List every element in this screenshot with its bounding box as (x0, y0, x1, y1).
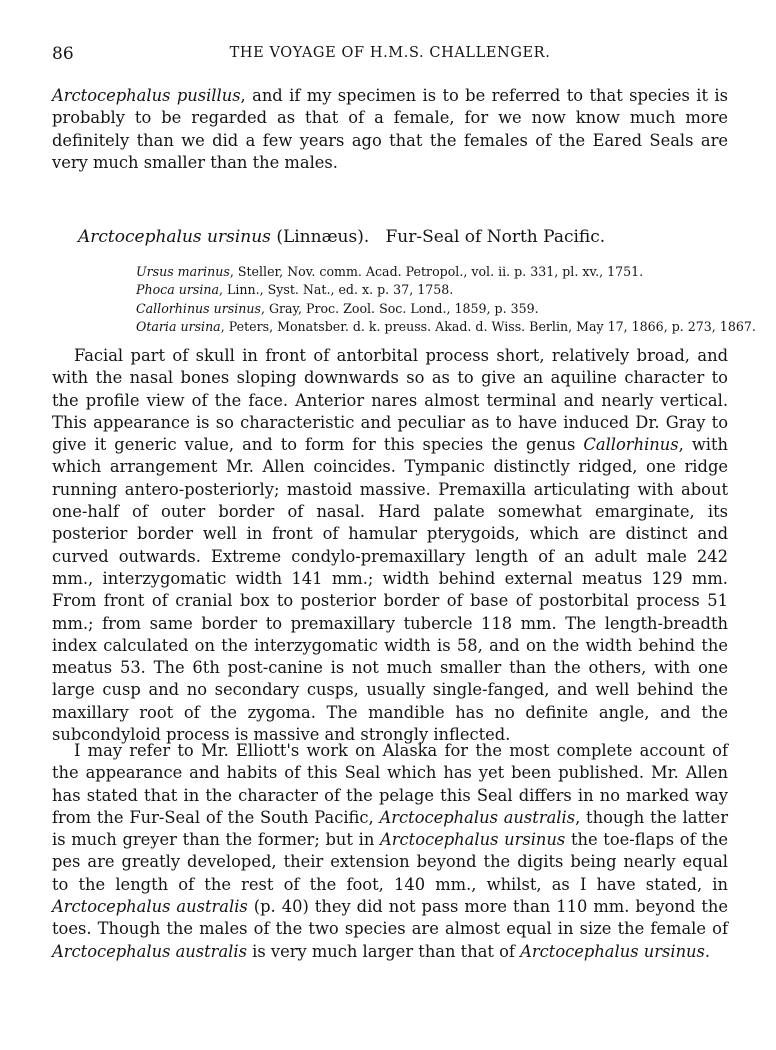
paragraph-text: . (704, 941, 711, 961)
synonym-citation: , Linn., Syst. Nat., ed. x. p. 37, 1758. (218, 282, 454, 298)
synonym-citation: , Steller, Nov. comm. Acad. Petropol., vol. ii. p. 331, pl. xv., 1751. (229, 264, 644, 279)
species-heading-authority: (Linnæus). (270, 227, 370, 247)
running-head: THE VOYAGE OF H.M.S. CHALLENGER. (229, 45, 551, 61)
synonym-taxon: Otaria ursina (136, 319, 221, 335)
synonym-taxon: Ursus marinus (136, 264, 230, 279)
paragraph-text: I may refer to Mr. Elliott's work on Alaska for the most complete account of the appearance and habits of this Seal which has yet been published. Mr. Allen has stated that in the character of the pelage this Seal differs in no marked way from the Fur-Seal of the South Pacific, (52, 741, 728, 827)
paragraph-text: (p. 40) they did not pass more than 110 mm. beyond the toes. Though the males of the two species are almost equal in size the female of (52, 897, 729, 939)
synonymy-entry (136, 281, 736, 299)
synonymy-entry (136, 300, 736, 318)
species-name: Arctocephalus australis (52, 941, 247, 961)
genus-name: Callorhinus (583, 435, 679, 455)
synonym-citation: , Gray, Proc. Zool. Soc. Lond., 1859, p. 359. (260, 300, 539, 316)
species-name: Arctocephalus pusillus (52, 86, 241, 105)
synonym-taxon: Callorhinus ursinus (136, 300, 261, 316)
skull-description-paragraph (52, 345, 728, 746)
species-name: Arctocephalus ursinus (520, 941, 705, 961)
species-heading-common-name: Fur-Seal of North Pacific. (385, 227, 606, 247)
paragraph-text: Facial part of skull in front of antorbital process short, relatively broad, and with the nasal bones sloping downwards so as to give an aquiline character to the profile view of the face. Anterior nares almost terminal and nearly vertical. This appearance is so characteristic and peculiar as to have induced Dr. Gray to give it generic value, and to form for this species the genus (52, 346, 728, 455)
page-header (52, 44, 728, 68)
paragraph-text: , with which arrangement Mr. Allen coincides. Tympanic distinctly ridged, one ridge running antero-posteriorly; mastoid massive. Premaxilla articulating with about one-half of outer border of nasal. Hard palate somewhat emarginate, its posterior border well in front of hamular pterygoids, which are distinct and curved outwards. Extreme condylo-premaxillary length of an adult male 242 mm., interzygomatic width 141 mm.; width behind external meatus 129 mm. From front of cranial box to posterior border of base of postorbital process 51 mm.; from same border to premaxillary tubercle 118 mm. The length-breadth index calculated on the interzygomatic width is 58, and on the width behind the meatus 53. The 6th post-canine is not much smaller than the others, with one large cusp and no secondary cusps, usually single-fanged, and well behind the maxillary root of the zygoma. The mandible has no definite angle, and the subcondyloid process is massive and strongly inflected. (52, 435, 728, 745)
species-name: Arctocephalus ursinus (380, 830, 566, 850)
intro-paragraph (52, 85, 728, 174)
synonym-citation: , Peters, Monatsber. d. k. preuss. Akad. d. Wiss. Berlin, May 17, 1866, p. 273, 1867. (220, 319, 756, 335)
paragraph-text: , though the latter is much greyer than the former; but in (52, 807, 728, 850)
paragraph-text: the toe-flaps of the pes are greatly developed, their extension beyond the digits being nearly equal to the length of the rest of the foot, 140 mm., whilst, as I have stated, in (52, 830, 728, 894)
synonym-taxon: Phoca ursina (136, 282, 219, 298)
paragraph-text: , and if my specimen is to be referred to that species it is probably to be regarded as that of a female, for we now know much more definitely than we did a few years ago that the females of the Eared Seals are very much smaller than the males. (52, 86, 728, 172)
synonymy-entry (136, 263, 736, 281)
species-heading-name: Arctocephalus ursinus (78, 227, 271, 247)
habits-paragraph (52, 740, 728, 963)
species-name: Arctocephalus australis (52, 897, 248, 917)
synonymy-list (136, 263, 756, 337)
page-number: 86 (52, 44, 74, 64)
paragraph-text: is very much larger than that of (246, 941, 521, 961)
synonymy-entry (136, 318, 756, 336)
species-name: Arctocephalus australis (379, 807, 576, 827)
species-heading (78, 227, 605, 247)
